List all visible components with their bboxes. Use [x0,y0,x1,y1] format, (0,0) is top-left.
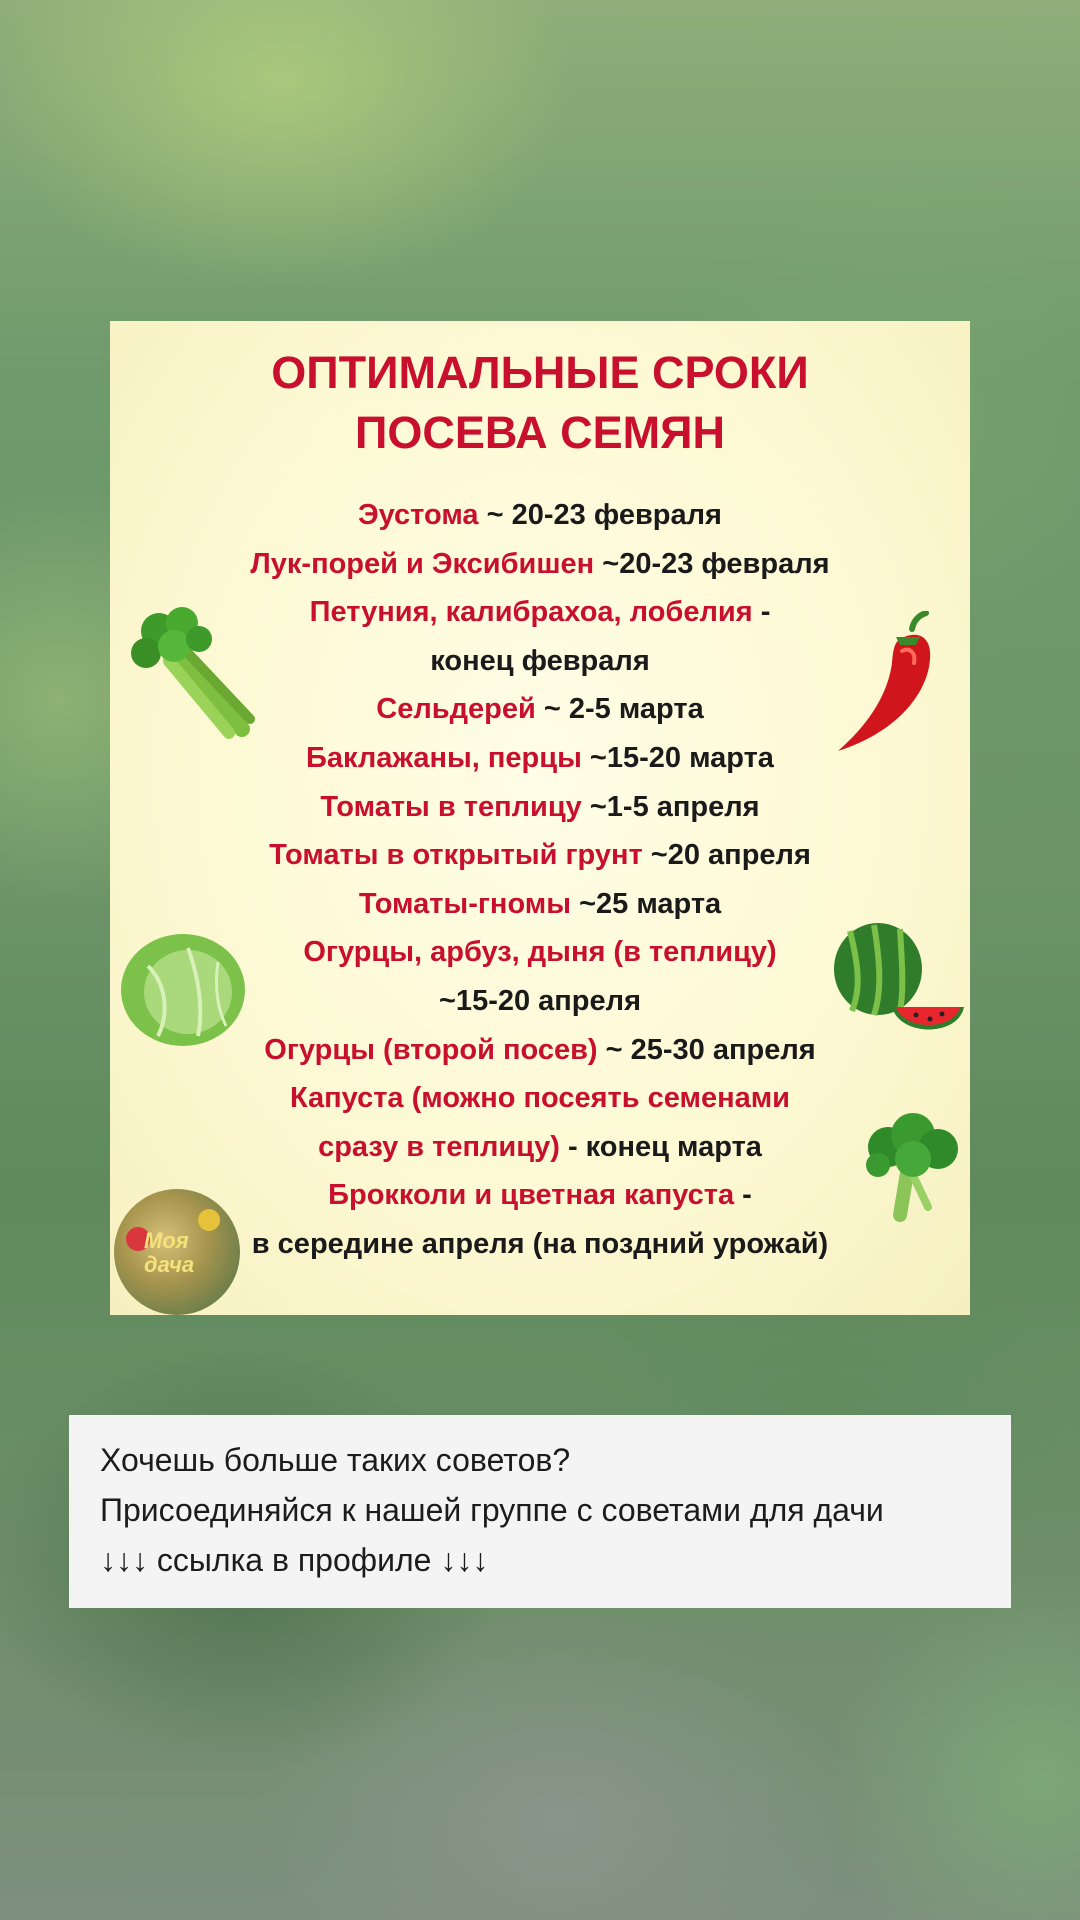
schedule-row [110,1171,970,1220]
moya-dacha-logo [114,1189,240,1315]
watermelon-icon [830,911,970,1041]
title-line-2: ПОСЕВА СЕМЯН [355,407,725,458]
sowing-date: ~ 20-23 февраля [478,499,722,531]
caption-line-1: Хочешь больше таких советов? [100,1442,571,1478]
sowing-date: - [734,1179,752,1212]
crop-name: Томаты-гномы [358,887,572,920]
crop-name: Сельдерей [376,693,536,726]
crop-name: Капуста (можно посеять семенами [289,1082,791,1115]
chili-pepper-icon [830,611,960,761]
crop-name: Брокколи и цветная капуста [328,1179,735,1212]
sowing-date: - [752,596,771,629]
caption-line-3: ↓↓↓ ссылка в профиле ↓↓↓ [100,1542,489,1578]
crop-name: Лук-порей и Эксибишен [250,547,595,580]
logo-text: Моя дача [144,1228,195,1277]
sowing-date: ~20 апреля [642,839,811,872]
schedule-row [110,831,970,880]
caption-line-2: Присоединяйся к нашей группе с советами для дачи [100,1492,884,1528]
sowing-date: в середине апреля (на поздний урожай) [251,1227,829,1260]
sowing-date: конец февраля [430,644,650,677]
schedule-row [110,783,970,832]
logo-flower-yellow [198,1209,220,1231]
crop-name: Петуния, калибрахоа, лобелия [309,596,753,629]
schedule-row [110,1074,970,1123]
sowing-date: ~15-20 апреля [439,984,641,1017]
celery-icon [124,601,264,741]
sowing-date: ~1-5 апреля [581,790,760,823]
crop-name: Огурцы, арбуз, дыня (в теплицу) [303,936,777,969]
sowing-date: ~ 25-30 апреля [597,1033,816,1066]
cabbage-icon [118,926,248,1051]
schedule-row [110,491,970,540]
crop-name: Томаты в теплицу [320,790,582,823]
infographic-title [110,343,970,463]
sowing-date: ~15-20 марта [581,741,774,774]
crop-name: Огурцы (второй посев) [264,1033,598,1066]
schedule-row [110,1123,970,1172]
sowing-date: ~25 марта [571,887,722,920]
caption-panel [69,1415,1011,1608]
sowing-date: ~20-23 февраля [594,547,830,580]
crop-name: Эустома [358,499,479,531]
crop-name: Томаты в открытый грунт [269,839,643,872]
crop-name: Баклажаны, перцы [306,741,582,774]
sowing-date: ~ 2-5 марта [535,693,704,726]
title-line-1: ОПТИМАЛЬНЫЕ СРОКИ [271,347,809,398]
broccoli-icon [858,1107,963,1222]
infographic-card [110,321,970,1315]
sowing-date: - конец марта [559,1130,762,1163]
crop-name: сразу в теплицу) [318,1130,560,1163]
schedule-row [110,540,970,589]
